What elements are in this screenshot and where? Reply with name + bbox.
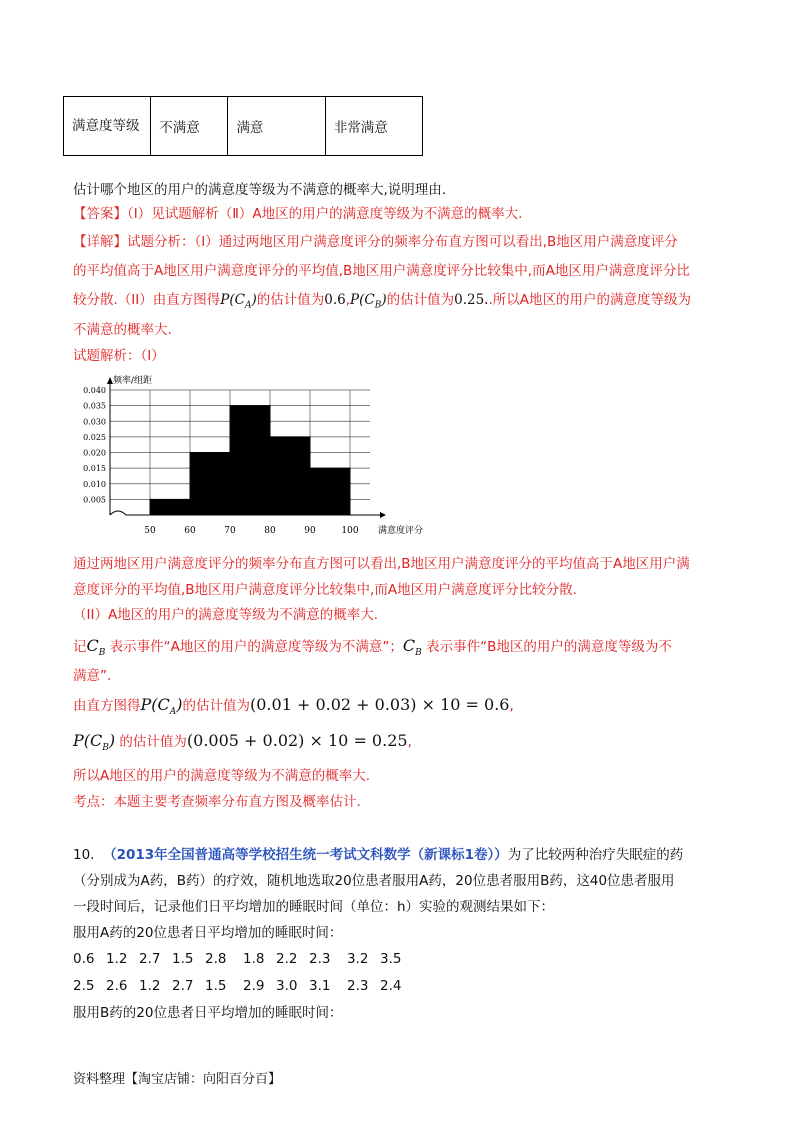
data-value: 2.2: [276, 951, 298, 967]
data-value: 1.5: [205, 978, 227, 994]
q10-source: （2013年全国普通高等学校招生统一考试文科数学（新课标1卷））: [103, 847, 508, 863]
satisfaction-grade-table: [63, 96, 423, 156]
solution-label: 试题解析：（Ⅰ）: [73, 348, 165, 364]
data-value: 2.4: [380, 978, 402, 994]
q10-line-3: 一段时间后，记录他们日平均增加的睡眠时间（单位：h）实验的观测结果如下：: [73, 899, 555, 915]
histogram-bar: [150, 499, 190, 515]
y-tick-label: 0.015: [83, 464, 106, 474]
data-value: 2.3: [347, 978, 369, 994]
estimate-a-line: 由直方图得$P(C_A)$的估计值为(0.01 + 0.02 + 0.03) × 10 = 0.6,: [73, 695, 514, 718]
table-cell: 满意度等级: [64, 97, 151, 156]
table-cell: 非常满意: [325, 97, 422, 156]
q10-line-4: 服用A药的20位患者日平均增加的睡眠时间：: [73, 925, 343, 941]
data-value: 3.5: [380, 951, 402, 967]
data-value: 1.8: [243, 951, 265, 967]
conclusion-line: 所以A地区的用户的满意度等级为不满意的概率大.: [73, 768, 371, 784]
q10-line-5: 服用B药的20位患者日平均增加的睡眠时间：: [73, 1005, 343, 1021]
x-tick-label: 100: [341, 526, 359, 536]
data-value: 2.7: [172, 978, 194, 994]
data-value: 1.2: [139, 978, 161, 994]
estimate-b-line: $P(C_B)$ 的估计值为(0.005 + 0.02) × 10 = 0.25,: [73, 731, 412, 754]
y-tick-label: 0.025: [83, 432, 106, 442]
histogram-chart: [70, 372, 460, 542]
part1-line-2: 意度评分的平均值,B地区用户满意度评分比较集中,而A地区用户满意度评分比较分散.: [73, 582, 577, 598]
data-value: 3.2: [347, 951, 369, 967]
y-tick-label: 0.005: [83, 495, 106, 505]
answer-line: 【答案】（Ⅰ）见试题解析（Ⅱ）A地区的用户的满意度等级为不满意的概率大.: [73, 206, 523, 222]
detail-line-3: 较分散.（II）由直方图得$P(C_A)$的估计值为$0.6,P(C_B)$的估计值为0.25..所以A地区的用户的满意度等级为: [73, 292, 691, 311]
histogram-bar: [190, 453, 230, 516]
q10-data-row-2: [73, 974, 413, 998]
histogram-bar: [230, 406, 270, 515]
x-tick-label: 70: [224, 526, 236, 536]
x-tick-label: 50: [144, 526, 156, 536]
part2-title: （II）A地区的用户的满意度等级为不满意的概率大.: [73, 607, 378, 623]
histogram-bar: [270, 437, 310, 515]
detail-line-1: 【详解】试题分析：（Ⅰ）通过两地区用户满意度评分的频率分布直方图可以看出,B地区用户满意度评分: [73, 234, 678, 250]
q10-line-1: 10. （2013年全国普通高等学校招生统一考试文科数学（新课标1卷））为了比较两种治疗失眠症的药: [73, 847, 684, 863]
p-cb: $P(C_B)$: [350, 292, 387, 311]
q10-line-2: （分别成为A药，B药）的疗效，随机地选取20位患者服用A药，20位患者服用B药，这40位患者服用: [73, 873, 675, 889]
y-tick-label: 0.030: [83, 417, 106, 427]
data-value: 1.2: [106, 951, 128, 967]
data-value: 1.5: [172, 951, 194, 967]
table-cell: 满意: [228, 97, 325, 156]
x-axis-arrow: [380, 512, 386, 518]
x-axis-label: 满意度评分: [378, 526, 424, 536]
y-tick-label: 0.010: [83, 479, 106, 489]
q10-data-row-1: [73, 947, 413, 971]
y-axis-label: 频率/组距: [113, 376, 153, 386]
y-tick-label: 0.035: [83, 401, 106, 411]
footer: 资料整理【淘宝店铺：向阳百分百】: [73, 1072, 282, 1087]
x-tick-label: 80: [264, 526, 276, 536]
data-value: 2.7: [139, 951, 161, 967]
event-definition-line-2: 满意”.: [73, 668, 112, 684]
detail-line-4: 不满意的概率大.: [73, 322, 172, 338]
histogram-bar: [310, 468, 350, 515]
detail-line-2: 的平均值高于A地区用户满意度评分的平均值,B地区用户满意度评分比较集中,而A地区用户满意度评分比: [73, 263, 690, 279]
data-value: 0.6: [73, 951, 95, 967]
y-tick-label: 0.040: [83, 386, 106, 395]
question-text: 估计哪个地区的用户的满意度等级为不满意的概率大,说明理由.: [73, 182, 447, 198]
data-value: 3.1: [309, 978, 331, 994]
p-ca: $P(C_A)$: [220, 292, 257, 311]
kaodian-line: 考点：本题主要考查频率分布直方图及概率估计.: [73, 794, 361, 810]
data-value: 2.3: [309, 951, 331, 967]
y-tick-label: 0.020: [83, 448, 106, 458]
data-value: 3.0: [276, 978, 298, 994]
data-value: 2.8: [205, 951, 227, 967]
x-tick-label: 90: [304, 526, 316, 536]
data-value: 2.6: [106, 978, 128, 994]
table-cell: 不满意: [151, 97, 228, 156]
data-value: 2.9: [243, 978, 265, 994]
event-definition-line-1: 记$C_B$ 表示事件“A地区的用户的满意度等级为不满意”；$C_B$ 表示事件“B地区的用户的满意度等级为不: [73, 636, 672, 659]
part1-line-1: 通过两地区用户满意度评分的频率分布直方图可以看出,B地区用户满意度评分的平均值高于A地区用户满: [73, 556, 690, 572]
data-value: 2.5: [73, 978, 95, 994]
x-tick-label: 60: [184, 526, 196, 536]
